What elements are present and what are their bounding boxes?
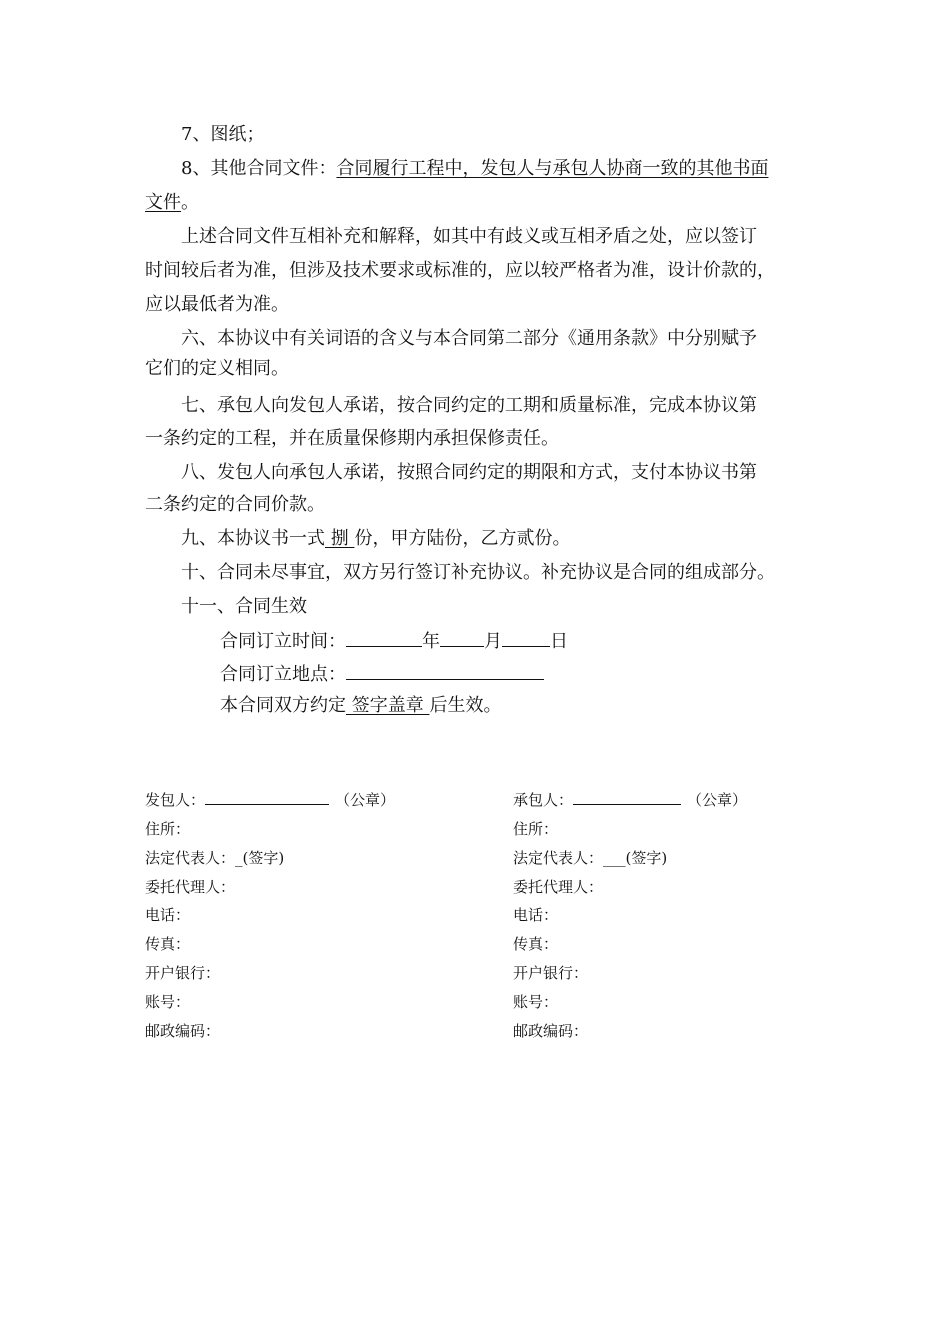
contractor-agent: 委托代理人： [513,878,604,896]
contractor-phone: 电话： [513,906,559,924]
clause-11-heading: 十一、合同生效 [181,596,307,617]
effect-clause [220,695,501,717]
clause-6-line-1: 六、本协议中有关词语的含义与本合同第二部分《通用条款》中分别赋予 [181,328,757,349]
contractor-postcode: 邮政编码： [513,1022,589,1040]
contractor-fax: 传真： [513,935,559,953]
contractor-account: 账号： [513,993,559,1011]
date-day-blank [502,629,550,647]
item-8-underlined-text: 合同履行工程中，发包人与承包人协商一致的其他书面 [336,158,769,179]
year-label: 年 [422,631,440,652]
item-8-line-2 [145,192,199,214]
day-label: 日 [550,631,568,652]
clause-10: 十、合同未尽事宜，双方另行签订补充协议。补充协议是合同的组成部分。 [181,562,775,583]
employer-fax: 传真： [145,935,191,953]
employer-seal-label: （公章） [335,791,396,809]
item-8-period: 。 [181,192,199,213]
contract-place-line [220,662,544,686]
precedence-para-line-2: 时间较后者为准，但涉及技术要求或标准的，应以较严格者为准，设计价款的， [145,260,775,281]
contract-date-line [220,629,568,653]
employer-legal-rep-line [145,848,284,868]
clause-9 [181,528,570,550]
item-8-line-1 [181,158,768,180]
clause-6-line-2: 它们的定义相同。 [145,358,289,379]
clause-7-line-1: 七、承包人向发包人承诺，按合同约定的工期和质量标准，完成本协议第 [181,395,757,416]
effect-method: 签字盖章 [346,695,430,716]
item-8-prefix: 8、其他合同文件： [181,158,337,179]
clause-9-suffix: 份，甲方陆份，乙方贰份。 [354,528,571,549]
contractor-bank: 开户银行： [513,964,589,982]
employer-agent: 委托代理人： [145,878,236,896]
contractor-address: 住所： [513,820,559,838]
contract-date-label: 合同订立时间： [220,631,346,652]
clause-9-prefix: 九、本协议书一式 [181,528,325,549]
contract-place-blank [346,662,544,680]
contractor-legal-rep-line [513,848,667,868]
contract-place-label: 合同订立地点： [220,664,346,685]
contractor-legal-rep-blank: ___ [603,849,626,867]
date-year-blank [346,629,422,647]
precedence-para-line-3: 应以最低者为准。 [145,294,289,315]
employer-party-line [145,790,395,810]
contractor-seal-label: （公章） [687,791,748,809]
contractor-label: 承包人： [513,791,574,809]
employer-label: 发包人： [145,791,206,809]
contractor-sign-label: (签字) [625,849,668,867]
employer-legal-rep-label: 法定代表人： [145,849,236,867]
employer-phone: 电话： [145,906,191,924]
item-7: 7、图纸； [181,124,265,145]
employer-blank [205,790,329,805]
employer-legal-rep-blank: _ [235,849,243,867]
clause-8-line-2: 二条约定的合同价款。 [145,494,325,515]
item-8-underlined-end: 文件 [145,192,181,213]
effect-suffix: 后生效。 [429,695,502,716]
employer-sign-label: (签字) [242,849,285,867]
contractor-blank [573,790,681,805]
contractor-party-line [513,790,747,810]
clause-8-line-1: 八、发包人向承包人承诺，按照合同约定的期限和方式，支付本协议书第 [181,462,757,483]
employer-account: 账号： [145,993,191,1011]
contractor-legal-rep-label: 法定代表人： [513,849,604,867]
clause-7-line-2: 一条约定的工程，并在质量保修期内承担保修责任。 [145,428,559,449]
employer-address: 住所： [145,820,191,838]
precedence-para-line-1: 上述合同文件互相补充和解释，如其中有歧义或互相矛盾之处，应以签订 [181,226,757,247]
month-label: 月 [484,631,502,652]
employer-postcode: 邮政编码： [145,1022,221,1040]
date-month-blank [440,629,484,647]
copies-count: 捌 [325,528,355,549]
effect-prefix: 本合同双方约定 [220,695,346,716]
employer-bank: 开户银行： [145,964,221,982]
